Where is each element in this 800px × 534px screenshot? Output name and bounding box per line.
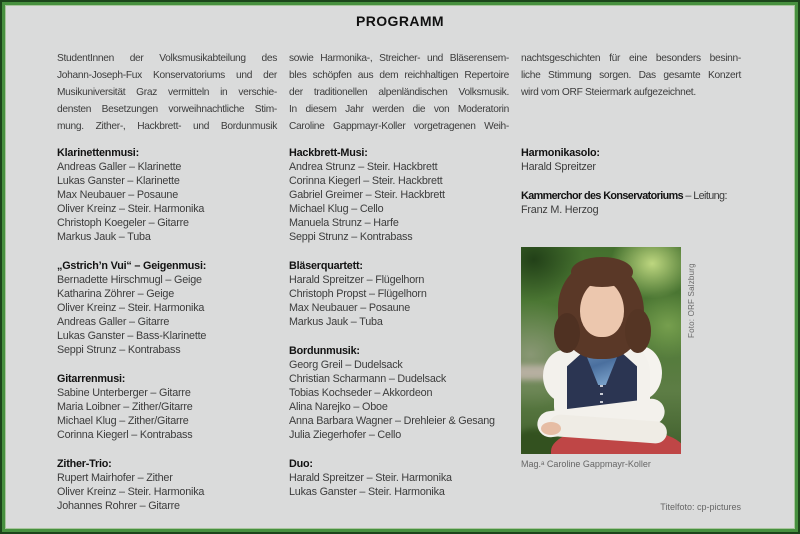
photo-hair-bang bbox=[571, 257, 633, 287]
member: Christoph Propst – Flügelhorn bbox=[289, 288, 427, 300]
member: Harald Spreitzer – Steir. Harmonika bbox=[289, 472, 452, 484]
ensemble-lists-col3 bbox=[521, 146, 741, 232]
section-bordunmusik bbox=[289, 344, 509, 442]
member-list bbox=[521, 203, 741, 217]
section-klarinettenmusi bbox=[57, 146, 277, 244]
intro-line: Musikuniversität Graz vermitteln in verschie- bbox=[57, 87, 277, 98]
section-gitarrenmusi bbox=[57, 372, 277, 442]
member: Markus Jauk – Tuba bbox=[57, 231, 151, 243]
member: Rupert Mairhofer – Zither bbox=[57, 472, 173, 484]
intro-paragraph-3 bbox=[521, 50, 741, 101]
member: Katharina Zöhrer – Geige bbox=[57, 288, 175, 300]
member: Bernadette Hirschmugl – Geige bbox=[57, 274, 202, 286]
member: Markus Jauk – Tuba bbox=[289, 316, 383, 328]
intro-line: liche Stimmung sorgen. Das gesamte Konzert bbox=[521, 70, 741, 81]
section-heading bbox=[521, 189, 741, 203]
photo-face bbox=[580, 281, 624, 337]
member: Seppi Strunz – Kontrabass bbox=[289, 231, 413, 243]
member-list bbox=[57, 273, 277, 357]
section-heading: Duo: bbox=[289, 458, 313, 470]
member-list bbox=[521, 160, 741, 174]
photo-hand bbox=[541, 422, 561, 435]
section-heading: „Gstrich’n Vui“ – Geigenmusi: bbox=[57, 260, 207, 272]
kammerchor-leitung-label: – Leitung: bbox=[683, 190, 727, 202]
member: Maria Loibner – Zither/Gitarre bbox=[57, 401, 193, 413]
member: Harald Spreitzer – Flügelhorn bbox=[289, 274, 425, 286]
member: Lukas Ganster – Steir. Harmonika bbox=[289, 486, 445, 498]
section-duo bbox=[289, 457, 509, 499]
member-list bbox=[289, 273, 509, 329]
member: Lukas Ganster – Klarinette bbox=[57, 175, 180, 187]
member: Andreas Galler – Klarinette bbox=[57, 161, 182, 173]
member: Michael Klug – Cello bbox=[289, 203, 384, 215]
member: Michael Klug – Zither/Gitarre bbox=[57, 415, 189, 427]
member: Tobias Kochseder – Akkordeon bbox=[289, 387, 433, 399]
intro-line: der traditionellen alpenländischen Volksmusik. bbox=[289, 87, 509, 98]
member: Manuela Strunz – Harfe bbox=[289, 217, 399, 229]
member: Max Neubauer – Posaune bbox=[57, 189, 179, 201]
section-heading: Hackbrett-Musi: bbox=[289, 147, 368, 159]
member: Andrea Strunz – Steir. Hackbrett bbox=[289, 161, 438, 173]
intro-paragraph-2 bbox=[289, 50, 509, 135]
ensemble-lists-col1 bbox=[57, 146, 277, 528]
intro-line: wird vom ORF Steiermark aufgezeichnet. bbox=[521, 87, 696, 98]
section-heading: Bordunmusik: bbox=[289, 345, 360, 357]
member-list bbox=[289, 471, 509, 499]
member: Corinna Kiegerl – Steir. Hackbrett bbox=[289, 175, 443, 187]
intro-line: Caroline Gappmayr-Koller vorgetragenen Weih- bbox=[289, 121, 509, 132]
member: Sabine Unterberger – Gitarre bbox=[57, 387, 191, 399]
intro-paragraph-1 bbox=[57, 50, 277, 135]
member-list bbox=[57, 471, 277, 513]
section-zither-trio bbox=[57, 457, 277, 513]
member: Johannes Rohrer – Gitarre bbox=[57, 500, 180, 512]
intro-line: bles schöpfen aus dem reichhaltigen Repertoire bbox=[289, 70, 509, 81]
intro-line: Johann-Joseph-Fux Konservatoriums und der bbox=[57, 70, 277, 81]
moderator-portrait-photo bbox=[521, 247, 681, 454]
section-kammerchor bbox=[521, 189, 741, 217]
member: Christian Scharmann – Dudelsack bbox=[289, 373, 447, 385]
member: Gabriel Greimer – Steir. Hackbrett bbox=[289, 189, 445, 201]
member: Oliver Kreinz – Steir. Harmonika bbox=[57, 302, 205, 314]
member-list bbox=[289, 358, 509, 442]
section-hackbrett-musi bbox=[289, 146, 509, 244]
member: Franz M. Herzog bbox=[521, 204, 599, 216]
section-heading: Bläserquartett: bbox=[289, 260, 363, 272]
member: Oliver Kreinz – Steir. Harmonika bbox=[57, 486, 205, 498]
member-list bbox=[289, 160, 509, 244]
kammerchor-title: Kammerchor des Konservatoriums bbox=[521, 190, 684, 202]
member: Julia Ziegerhofer – Cello bbox=[289, 429, 402, 441]
page-title: PROGRAMM bbox=[356, 13, 444, 29]
section-blaeserquartett bbox=[289, 259, 509, 329]
member: Harald Spreitzer bbox=[521, 161, 596, 173]
section-harmonikasolo bbox=[521, 146, 741, 174]
photo-hair-curl-right bbox=[625, 309, 651, 353]
photo-credit-vertical: Foto: ORF Salzburg bbox=[687, 263, 696, 338]
section-heading: Zither-Trio: bbox=[57, 458, 112, 470]
section-geigenmusi bbox=[57, 259, 277, 357]
member: Georg Greil – Dudelsack bbox=[289, 359, 403, 371]
member-list bbox=[57, 160, 277, 244]
section-heading: Harmonikasolo: bbox=[521, 147, 600, 159]
member: Lukas Ganster – Bass-Klarinette bbox=[57, 330, 207, 342]
intro-line: StudentInnen der Volksmusikabteilung des bbox=[57, 53, 277, 64]
member: Anna Barbara Wagner – Drehleier & Gesang bbox=[289, 415, 495, 427]
member: Corinna Kiegerl – Kontrabass bbox=[57, 429, 193, 441]
member: Andreas Galler – Gitarre bbox=[57, 316, 170, 328]
column-2 bbox=[289, 0, 509, 534]
photo-caption: Mag.ᵃ Caroline Gappmayr-Koller bbox=[521, 459, 651, 469]
title-photo-credit: Titelfoto: cp-pictures bbox=[660, 502, 741, 512]
member-list bbox=[57, 386, 277, 442]
member: Alina Narejko – Oboe bbox=[289, 401, 388, 413]
intro-line: mung. Zither-, Hackbrett- und Bordunmusik bbox=[57, 121, 277, 132]
ensemble-lists-col2 bbox=[289, 146, 509, 514]
intro-line: In diesem Jahr werden die von Moderatorin bbox=[289, 104, 509, 115]
intro-line: nachtsgeschichten für eine besonders besinn- bbox=[521, 53, 741, 64]
member: Oliver Kreinz – Steir. Harmonika bbox=[57, 203, 205, 215]
photo-hair-curl-left bbox=[554, 313, 580, 353]
column-1 bbox=[57, 0, 277, 534]
section-heading: Klarinettenmusi: bbox=[57, 147, 139, 159]
intro-line: densten Besetzungen vorweihnachtliche Stim- bbox=[57, 104, 277, 115]
intro-line: sowie Harmonika-, Streicher- und Bläserensem- bbox=[289, 53, 509, 64]
member: Christoph Koegeler – Gitarre bbox=[57, 217, 189, 229]
member: Seppi Strunz – Kontrabass bbox=[57, 344, 181, 356]
member: Max Neubauer – Posaune bbox=[289, 302, 411, 314]
section-heading: Gitarrenmusi: bbox=[57, 373, 126, 385]
